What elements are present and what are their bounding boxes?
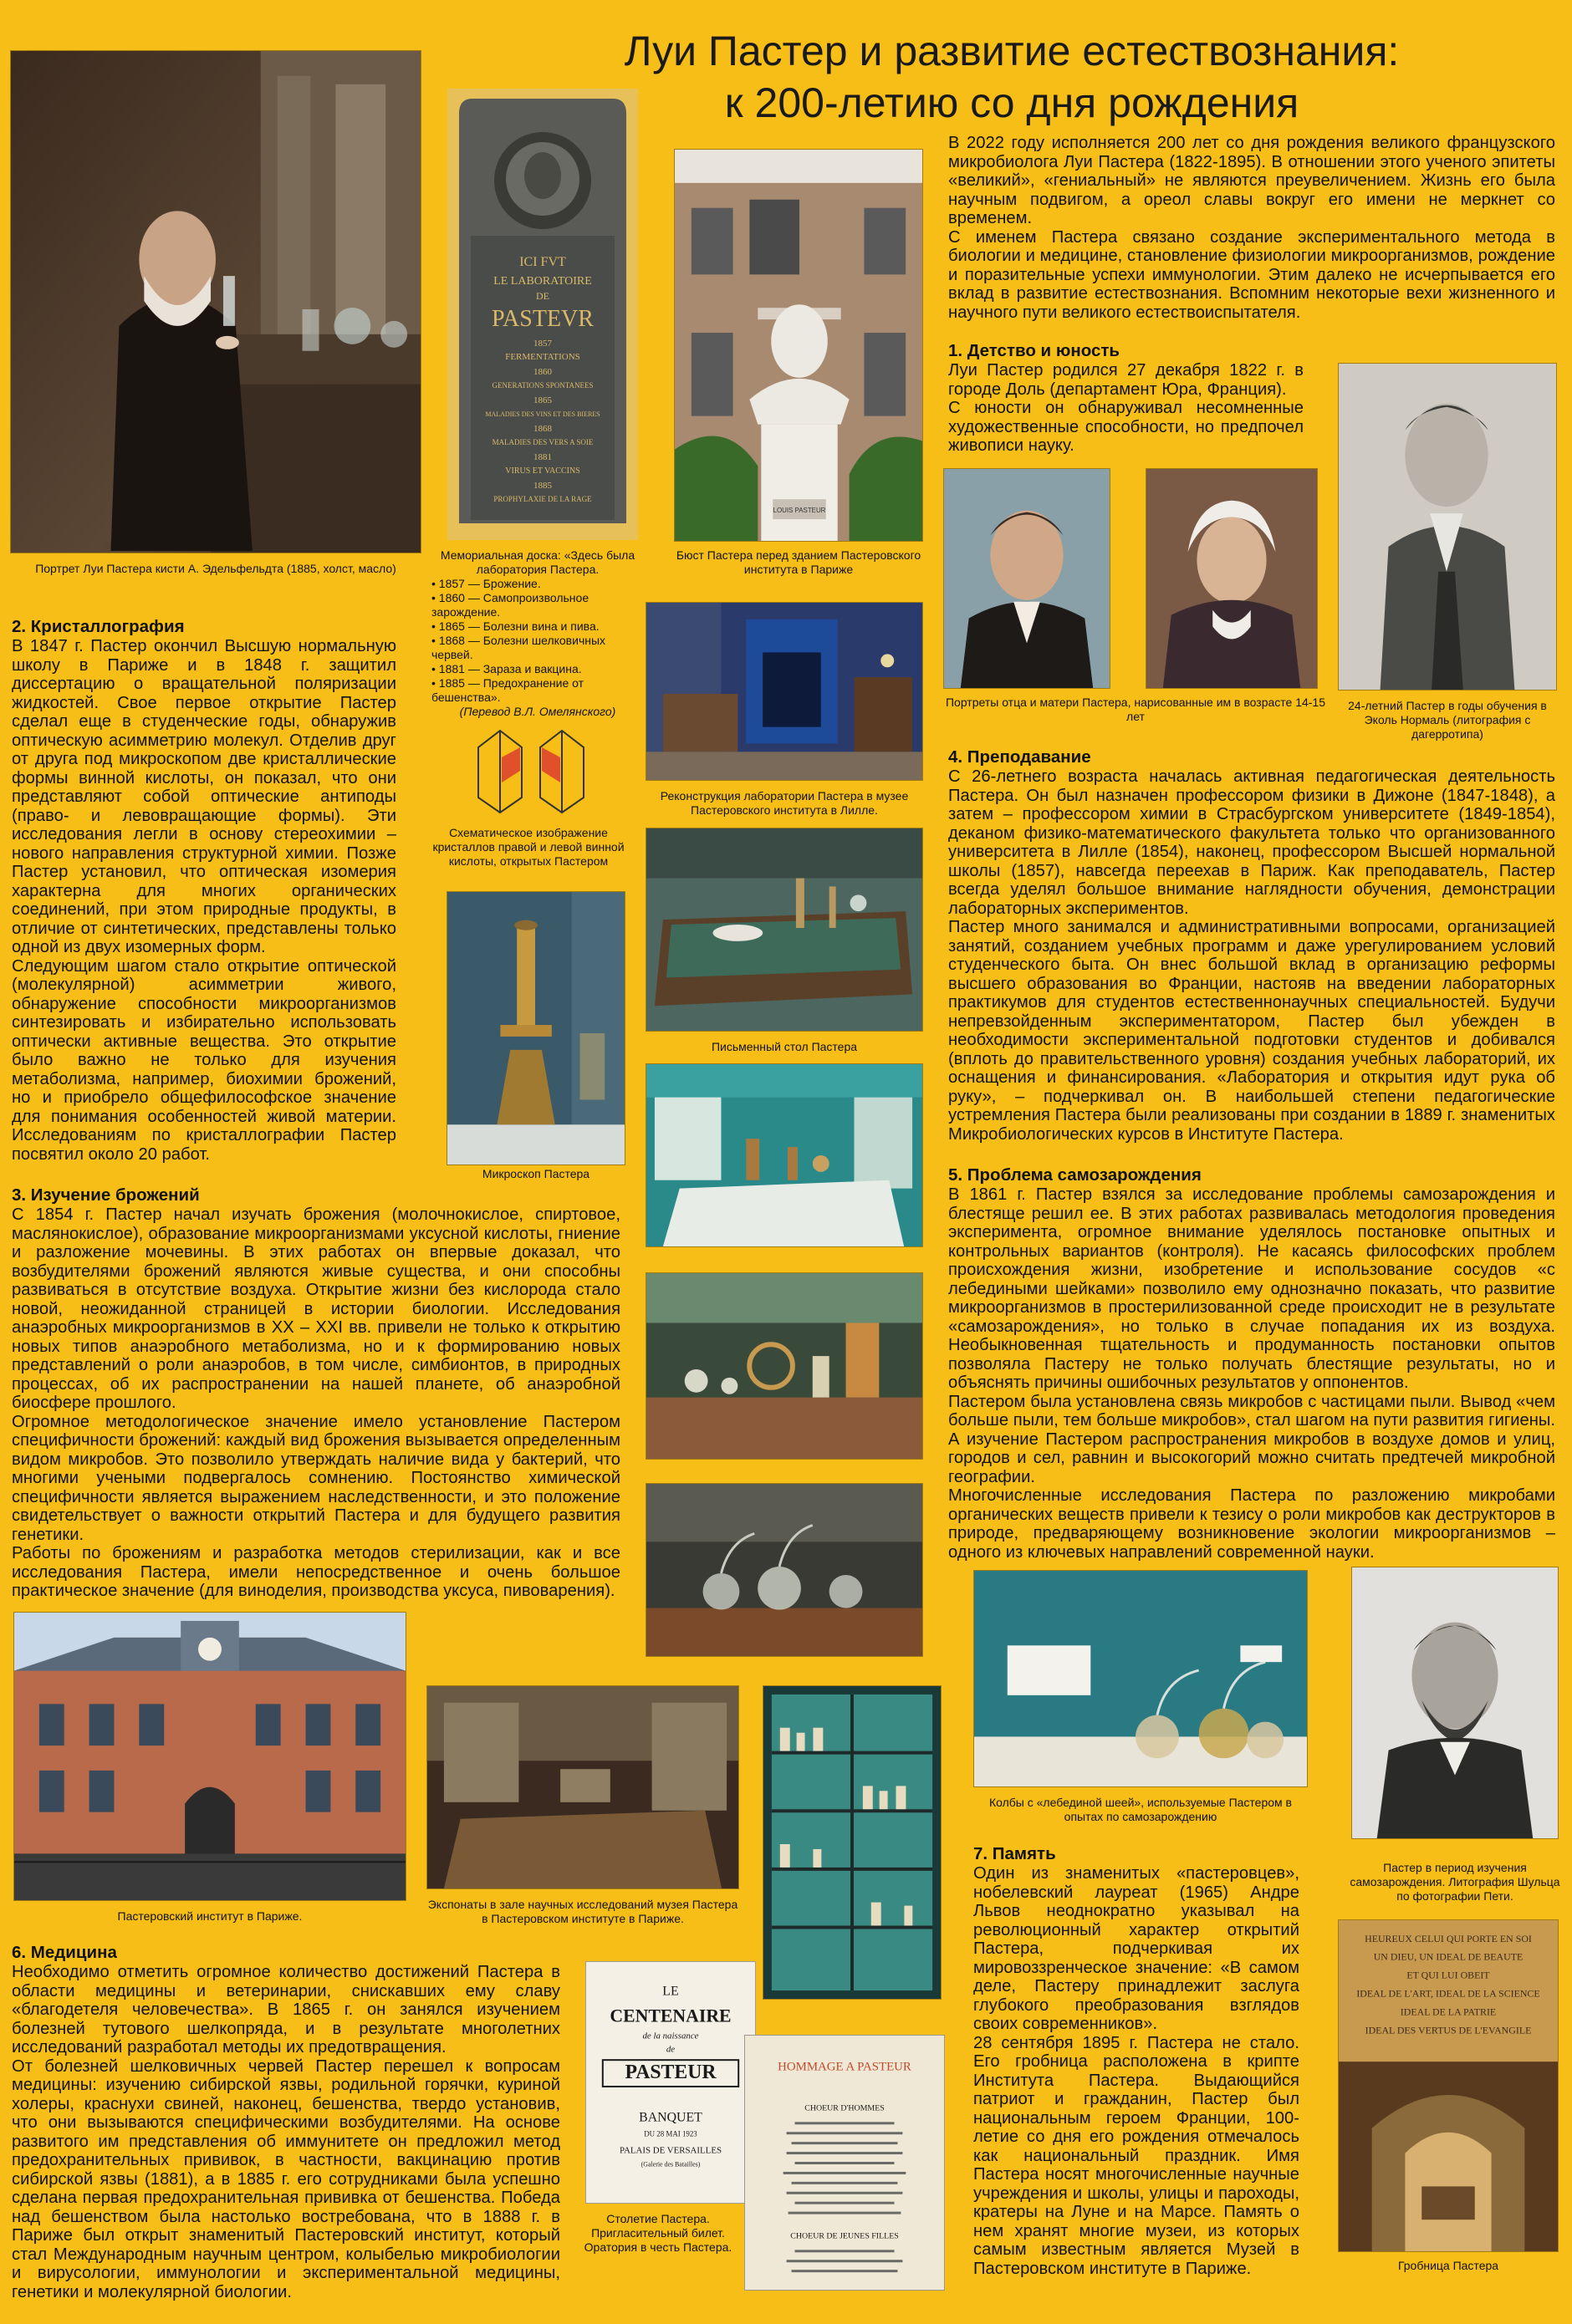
- ticket-galerie: (Galerie des Batailles): [641, 2160, 701, 2169]
- microscope-photo: [447, 891, 625, 1165]
- museum-lab-photo-2: [646, 1272, 923, 1460]
- swan-neck-flasks-photo: [973, 1570, 1308, 1787]
- section-body: [12, 637, 396, 1164]
- tomb-line-5: IDEAL DES VERTUS DE L'EVANGILE: [1365, 2024, 1532, 2036]
- caption-crystals: Схематическое изображение кристаллов правой и левой винной кислоты, открытых Пастером: [432, 826, 625, 868]
- section-body: [948, 361, 1304, 456]
- centenary-ticket: [585, 1961, 756, 2204]
- section-medicine: [12, 1943, 560, 2301]
- plaque-year-5: MALADIES DES VINS ET DES BIERES: [485, 410, 600, 418]
- section-paragraph: В 1847 г. Пастер окончил Высшую нормальную школу в Париже и в 1848 г. защитил диссертацию о вращательной поляризации жидкостей. Свое первое открытие Пастер сделал еще в студенческие годы, обнаружив оптическую асимметрию молекул. Отделив друг от друга под микроскопом две кристаллические формы винной кислоты, он показал, что они представляют собой оптические антиподы (право- и левовращающие формы). Эти исследования легли в основу стереохимии – нового направления структурной химии. Позже Пастер установил, что оптическая изомерия характерна для многих органических соединений, при этом природные продукты, в отличие от синтетических, представлены только одной из двух изомерных форм.: [12, 637, 396, 956]
- ticket-date: DU 28 MAI 1923: [644, 2129, 697, 2138]
- caption-pasteur-period: Пастер в период изучения самозарождения. Литография Шульца по фотографии Пети.: [1350, 1861, 1560, 1903]
- section-paragraph: С 1854 г. Пастер начал изучать брожения (молочнокислое, спиртовое, маслянокислое), образование микроорганизмами уксусной кислоты, гниение и разложение мочевины. В этих работах он впервые доказал, что возбудителями брожений являются живые существа, и они способны развиваться в отсутствие воздуха. Открытие жизни без кислорода стало новой, неожиданной страницей в истории биологии. Исследования анаэробных микроорганизмов в XX – XXI вв. привели не только к открытию новых типов анаэробного метаболизма, но и к формированию новых представлений о роли анаэробов, в том числе, симбионтов, в природных процессах, об их распространении на нашей планете, об анаэробной биосфере прошлого.: [12, 1205, 620, 1412]
- section-crystallography: [12, 617, 396, 1164]
- section-paragraph: Пастер много занимался и административными вопросами, организацией занятий, созданием учебных программ и даже урегулированием условий студенческого быта. Он внес большой вклад в организацию реформы высшего образования во Франции, настояв на введении лабораторных практикумов для студентов естественнонаучных специальностей. Будучи непревзойденным экспериментатором, Пастер был убежден в необходимости экспериментальной подготовки студентов и добивался (вплоть до правительственного уровня) создания учебных лабораторий, их оснащения и финансирования. «Лаборатория и открытия идут рука об руку», – подчеркивал он. В наибольшей степени педагогические устремления Пастера были реализованы при создании в 1889 г. знаменитых Микробиологических курсов в Институте Пастера.: [948, 918, 1555, 1144]
- plaque-line-4: PASTEVR: [492, 306, 594, 332]
- caption-ticket: Столетие Пастера. Пригласительный билет. Оратория в честь Пастера.: [584, 2212, 732, 2254]
- caption-young: 24-летний Пастер в годы обучения в Эколь Нормаль (литография с дагерротипа): [1348, 699, 1547, 741]
- hommage-sub: CHOEUR D'HOMMES: [804, 2103, 885, 2113]
- caption-lab-lille: Реконструкция лаборатории Пастера в музее Пастеровского института в Лилле.: [660, 789, 909, 817]
- tomb-photo: [1338, 1919, 1559, 2252]
- portrait-painting: [10, 50, 421, 553]
- caption-plaque: Мемориальная доска: «Здесь была лаборатория Пастера.: [440, 548, 635, 576]
- section-paragraph: Один из знаменитых «пастеровцев», нобелевский лауреат (1965) Андре Львов неоднократно указывал на революционный характер открытий Пастера, подчеркивая их мировоззренческое значение: «В самом деле, Пастеру принадлежит заслуга глубокого преобразования взглядов своих современников».: [973, 1864, 1299, 2033]
- shelves-photo: [763, 1685, 942, 2000]
- section-memory: [973, 1844, 1299, 2278]
- young-pasteur-portrait: [1338, 363, 1557, 691]
- mother-portrait: [1146, 468, 1318, 689]
- caption-desk: Письменный стол Пастера: [711, 1040, 858, 1053]
- section-heading: 3. Изучение брожений: [12, 1185, 200, 1205]
- ticket-banquet: BANQUET: [639, 2110, 702, 2125]
- plaque-year-8: 1881: [533, 452, 552, 462]
- plaque-year-9: VIRUS ET VACCINS: [505, 466, 580, 476]
- section-paragraph: В 1861 г. Пастер взялся за исследование проблемы самозарождения и блестяще решил ее. В этих работах развивалась методология проведения эксперимента, огромное внимание уделялось постановке опытных и контрольных вариантов (контроля). Не касаясь философских проблем происхождения жизни, изобретение и использование сосудов «с лебедиными шейками» позволило ему однозначно показать, что развитие микроорганизмов в простерилизованной среде происходит не в результате «самозарождения», но только в случае попадания их из воздуха. Необыкновенная тщательность и продуманность постановки опытов позволяла Пастеру не только получать блестящие результаты, но и объяснять причины ошибочных результатов у оппонентов.: [948, 1185, 1555, 1392]
- plaque-year-4: 1865: [533, 395, 552, 405]
- caption-microscope: Микроскоп Пастера: [482, 1167, 590, 1180]
- plaque-year-1: FERMENTATIONS: [505, 352, 580, 362]
- section-paragraph: С юности он обнаруживал несомненные художественные способности, но предпочел живописи науку.: [948, 399, 1304, 455]
- hommage-title: HOMMAGE A PASTEUR: [778, 2060, 911, 2074]
- section-paragraph: Луи Пастер родился 27 декабря 1822 г. в городе Доль (департамент Юра, Франция).: [948, 361, 1304, 399]
- hommage-sub2: CHOEUR DE JEUNES FILLES: [790, 2231, 899, 2241]
- museum-lab-photo-3: [646, 1483, 923, 1657]
- section-heading: 6. Медицина: [12, 1943, 117, 1962]
- tomb-line-2: ET QUI LUI OBEIT: [1406, 1969, 1490, 1981]
- plaque-year-6: 1868: [533, 424, 552, 434]
- ticket-palais: PALAIS DE VERSAILLES: [619, 2145, 722, 2156]
- caption-bust: Бюст Пастера перед зданием Пастеровского института в Париже: [676, 548, 921, 576]
- plaque-caption-block: [428, 548, 647, 719]
- memorial-plaque: [447, 89, 638, 540]
- section-paragraph: Огромное методологическое значение имело установление Пастером специфичности брожений: каждый вид брожения вызывается определенным видом микробов. Это позволило утверждать наличие вида у бактерий, что многими учеными подвергалось сомнению. Постоянство химической специфичности является выражением наследственности, и это положение свидетельствует о важности открытий Пастера и для будущего развития генетики.: [12, 1412, 620, 1544]
- tomb-line-0: HEUREUX CELUI QUI PORTE EN SOI: [1365, 1932, 1532, 1944]
- plaque-item: • 1885 — Предохранение от бешенства».: [431, 676, 647, 705]
- caption-parents: Портреты отца и матери Пастера, нарисованные им в возрасте 14-15 лет: [945, 696, 1326, 723]
- tomb-line-1: UN DIEU, UN IDEAL DE BEAUTE: [1373, 1950, 1524, 1963]
- bust-photo: [674, 149, 923, 542]
- plaque-line-2: LE LABORATOIRE: [493, 275, 592, 288]
- plaque-line-3: DE: [536, 290, 549, 302]
- section-paragraph: Пастером была установлена связь микробов с частицами пыли. Вывод «чем больше пыли, тем больше микробов», стал шагом на пути развития гигиены. А изучение Пастером распространения микробов в воздухе домов и улиц, городов и сел, равнин и высокогорий можно считать предтечей микробной географии.: [948, 1392, 1555, 1486]
- section-heading: 7. Память: [973, 1844, 1056, 1863]
- intro-paragraph: С именем Пастера связано создание экспериментального метода в биологии и медицине, становление физиологии микроорганизмов, рождение и поразительные успехи иммунологии. Этим далеко не исчерпывается его вклад в развитие естествознания. Вспомним некоторые вехи жизненного и научного пути великого естествоиспытателя.: [948, 227, 1555, 322]
- section-body: [948, 1185, 1555, 1562]
- plaque-year-2: 1860: [533, 367, 552, 377]
- plaque-item: • 1868 — Болезни шелковичных червей.: [431, 634, 647, 662]
- caption-portrait: Портрет Луи Пастера кисти А. Эдельфельдта (1885, холст, масло): [35, 562, 396, 575]
- pasteur-lithograph: [1351, 1567, 1559, 1839]
- bust-plate: LOUIS PASTEUR: [773, 507, 826, 515]
- plaque-year-0: 1857: [533, 339, 552, 349]
- section-paragraph: От болезней шелковичных червей Пастер перешел к вопросам медицины: изучению сибирской язвы, родильной горячки, куриной холеры, краснухи свиней, наконец, бешенства, твердо установив, что они вызываются специфическими возбудителями. На основе развитого им представления об иммунитете он предложил метод предохранительных прививок, в частности, вакцинацию против сибирской язвы (1881), а в 1885 г. его сотрудниками была успешно сделана первая предохранительная прививка от бешенства. Победа над бешенством была настолько востребована, что в 1888 г. в Париже был открыт знаменитый Пастеровский институт, который стал Международным научным центром, колыбелью микробиологии и вирусологии, иммунологии и экспериментальной медицины, генетики и молекулярной биологии.: [12, 2056, 560, 2301]
- ticket-pasteur: PASTEUR: [625, 2062, 717, 2084]
- plaque-year-10: 1885: [533, 481, 552, 491]
- plaque-line-1: ICI FVT: [519, 255, 566, 269]
- plaque-list: [431, 577, 647, 705]
- crystals-drawing: [468, 724, 594, 816]
- section-spontaneous-generation: [948, 1165, 1555, 1562]
- section-childhood: [948, 341, 1304, 456]
- section-fermentation: [12, 1185, 620, 1601]
- plaque-item: • 1860 — Самопроизвольное зарождение.: [431, 591, 647, 619]
- section-paragraph: Следующим шагом стало открытие оптической (молекулярной) асимметрии живого, обнаружение способности микроорганизмов синтезировать и избирательно использовать оптически активные вещества. Это открытие было важно не только для изучения метаболизма, например, биохимии брожений, но и приобрело общефилософское значение для понимания особенностей живой материи. Исследованиям по кристаллографии Пастер посвятил около 20 работ.: [12, 956, 396, 1164]
- plaque-translator: (Перевод В.Л. Омелянского): [459, 705, 616, 718]
- section-paragraph: 28 сентября 1895 г. Пастера не стало. Его гробница расположена в крипте Института Пастера. Выдающийся патриот и гражданин, Пастер был национальным героем Франции, 100-летие со дня его рождения отмечалось как национальный праздник. Имя Пастера носят многочисленные научные учреждения и школы, улицы и пароходы, кратеры на Луне и на Марсе. Память о нем хранят многие музеи, из которых самым известным является Музей в Пастеровском институте в Париже.: [973, 2033, 1299, 2278]
- section-body: [12, 1963, 560, 2301]
- ticket-centenaire: CENTENAIRE: [610, 2005, 732, 2026]
- tomb-line-4: IDEAL DE LA PATRIE: [1400, 2005, 1497, 2018]
- section-heading: 1. Детство и юность: [948, 341, 1120, 360]
- section-body: [973, 1864, 1299, 2278]
- section-paragraph: Работы по брожениям и разработка методов стерилизации, как и все исследования Пастера, имели непосредственное и очень большое практическое значение (для виноделия, производства уксуса, пивоварения).: [12, 1544, 620, 1600]
- plaque-year-11: PROPHYLAXIE DE LA RAGE: [493, 495, 592, 503]
- plaque-year-7: MALADIES DES VERS A SOIE: [492, 438, 594, 446]
- title-line-2: к 200-летию со дня рождения: [724, 79, 1299, 126]
- section-paragraph: Многочисленные исследования Пастера по разложению микробами органических веществ привели к тезису о роли микробов как деструкторов в природе, предваряющему возникновение экологии микроорганизмов – одного из ключевых направлений современной науки.: [948, 1486, 1555, 1562]
- intro-paragraph: В 2022 году исполняется 200 лет со дня рождения великого французского микробиолога Луи Пастера (1822-1895). В отношении этого ученого эпитеты «великий», «гениальный» не являются преувеличением. Жизнь его была научным подвигом, а ореол славы вокруг его имени не меркнет со временем.: [948, 134, 1555, 227]
- plaque-item: • 1865 — Болезни вина и пива.: [431, 619, 647, 634]
- section-heading: 2. Кристаллография: [12, 617, 185, 636]
- section-paragraph: С 26-летнего возраста началась активная педагогическая деятельность Пастера. Он был назначен профессором физики в Дижоне (1847-1848), а затем – профессором химии в Страсбургском университете (1849-1854), деканом физико-математического факультета только что организованного университета в Лилле (1854), наконец, профессором Высшей нормальной школы (1857), навсегда переехав в Париж. Как преподаватель, Пастер всегда уделял большое внимание наглядности обучения, демонстрации лабораторных экспериментов.: [948, 767, 1555, 918]
- plaque-year-3: GENERATIONS SPONTANEES: [492, 381, 594, 390]
- ticket-de-la: de la naissance: [642, 2031, 699, 2041]
- tomb-line-3: IDEAL DE L'ART, IDEAL DE LA SCIENCE: [1356, 1987, 1540, 2000]
- section-heading: 4. Преподавание: [948, 747, 1091, 767]
- caption-institute: Пастеровский институт в Париже.: [117, 1909, 303, 1923]
- section-body: [948, 767, 1555, 1144]
- museum-lab-photo-1: [646, 1063, 923, 1247]
- section-heading: 5. Проблема самозарождения: [948, 1165, 1202, 1185]
- ticket-de: de: [666, 2044, 676, 2055]
- lab-lille-photo: [646, 602, 923, 781]
- hommage-program: [744, 2035, 945, 2291]
- section-teaching: [948, 747, 1555, 1144]
- institute-photo: [13, 1612, 406, 1901]
- intro-text: [948, 134, 1555, 322]
- title-line-1: Луи Пастер и развитие естествознания:: [624, 28, 1400, 74]
- plaque-item: • 1881 — Зараза и вакцина.: [431, 662, 647, 676]
- exhibits-photo: [426, 1685, 739, 1889]
- caption-tomb: Гробница Пастера: [1397, 2259, 1499, 2272]
- ticket-le: LE: [662, 1984, 679, 1999]
- caption-flasks: Колбы с «лебединой шеей», используемые Пастером в опытах по самозарождению: [988, 1796, 1292, 1823]
- section-paragraph: Необходимо отметить огромное количество достижений Пастера в области медицины и ветеринарии, снискавших ему славу «благодетеля человечества». В 1865 г. он занялся изучением болезней тутового шелкопряда, и в результате многолетних исследований разработал методы их предотвращения.: [12, 1963, 560, 2056]
- desk-photo: [646, 828, 923, 1032]
- page-title: [518, 25, 1505, 129]
- caption-exhibits: Экспонаты в зале научных исследований музея Пастера в Пастеровском институте в Париже.: [427, 1898, 738, 1925]
- father-portrait: [943, 468, 1110, 689]
- section-body: [12, 1205, 620, 1601]
- plaque-item: • 1857 — Брожение.: [431, 577, 647, 591]
